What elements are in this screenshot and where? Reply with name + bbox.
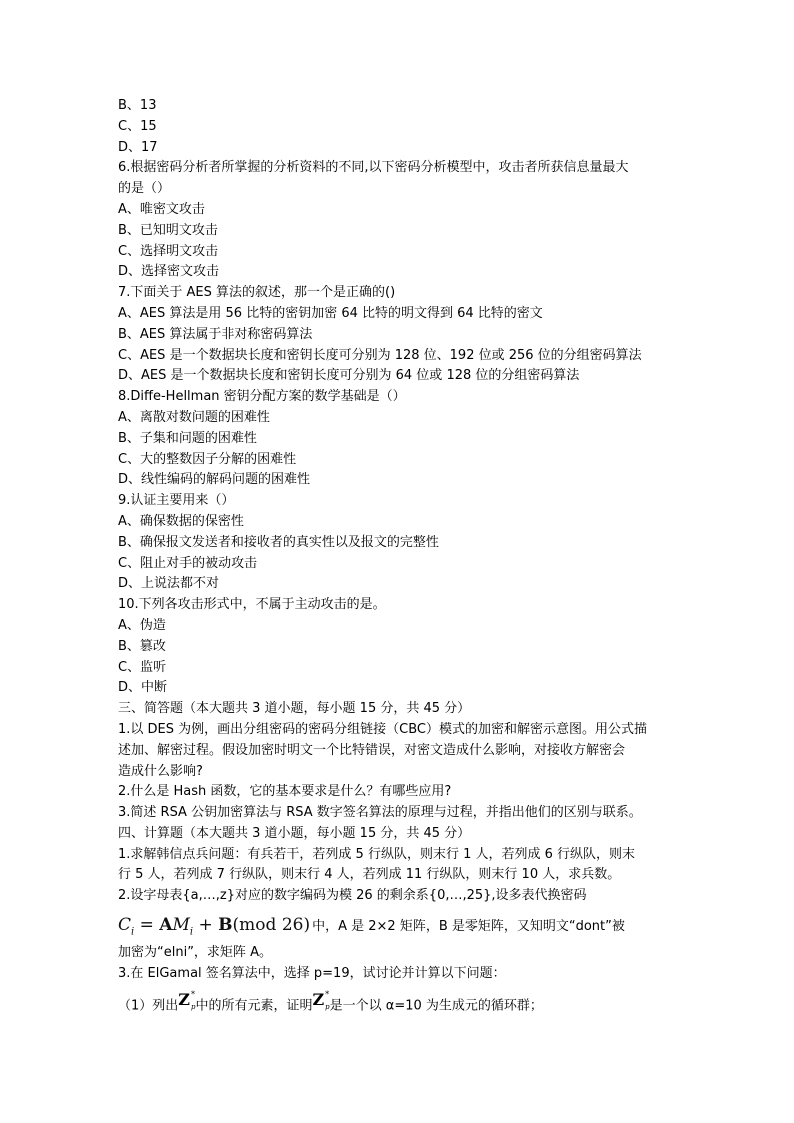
text-line: C、选择明文攻击 <box>118 243 219 259</box>
text-line: 的是（） <box>118 181 171 197</box>
last-line-middle: 中的所有元素，证明 <box>195 998 313 1014</box>
text-line: C、阻止对手的被动攻击 <box>118 555 258 571</box>
text-line: C、AES 是一个数据块长度和密钥长度可分别为 128 位、192 位或 256 位的分组密码算法 <box>118 347 642 363</box>
text-line: 四、计算题（本大题共 3 道小题，每小题 15 分，共 45 分） <box>118 825 471 841</box>
text-line: 3.在 ElGamal 签名算法中，选择 p=19，试讨论并计算以下问题： <box>118 966 506 982</box>
text-line: D、线性编码的解码问题的困难性 <box>118 472 311 488</box>
text-line: 2.什么是 Hash 函数，它的基本要求是什么？有哪些应用? <box>118 784 452 800</box>
zp-symbol: $Z^*_p$ <box>178 989 196 1012</box>
formula: $C_i = AM_i + B(mod$ 26) <box>118 915 311 938</box>
text-line: C、15 <box>118 118 157 134</box>
text-line: A、唯密文攻击 <box>118 201 205 217</box>
text-line: D、选择密文攻击 <box>118 264 220 280</box>
text-line: D、上说法都不对 <box>118 576 220 592</box>
text-line: 7.下面关于 AES 算法的叙述，那一个是正确的() <box>118 285 396 301</box>
document-page <box>118 96 678 1022</box>
zp-symbol: $Z^*_p$ <box>312 989 330 1012</box>
text-lines <box>118 96 678 907</box>
text-line: 9.认证主要用来（） <box>118 493 235 509</box>
text-line: 述加、解密过程。假设加密时明文一个比特错误，对密文造成什么影响，对接收方解密会 <box>118 742 626 758</box>
text-line: 1.以 DES 为例，画出分组密码的密码分组链接（CBC）模式的加密和解密示意图。用公式描 <box>118 721 647 737</box>
text-line: A、确保数据的保密性 <box>118 513 244 529</box>
text-line: B、篡改 <box>118 638 166 654</box>
text-line: A、AES 算法是用 56 比特的密钥加密 64 比特的明文得到 64 比特的密文 <box>118 305 543 321</box>
text-line: B、确保报文发送者和接收者的真实性以及报文的完整性 <box>118 534 439 550</box>
text-line: B、13 <box>118 98 157 113</box>
text-line: C、监听 <box>118 659 167 675</box>
text-line: D、AES 是一个数据块长度和密钥长度可分别为 64 位或 128 位的分组密码算法 <box>118 368 580 384</box>
text-line: 3.简述 RSA 公钥加密算法与 RSA 数字签名算法的原理与过程，并指出他们的区别与联系。 <box>118 805 642 821</box>
formula-suffix: 中，A 是 2×2 矩阵，B 是零矩阵，又知明文“dont”被 <box>312 919 625 935</box>
last-line-suffix: 是一个以 α=10 为生成元的循环群； <box>329 998 543 1014</box>
text-line: D、17 <box>118 139 158 155</box>
text-line: B、AES 算法属于非对称密码算法 <box>118 326 313 342</box>
text-line: A、离散对数问题的困难性 <box>118 409 270 425</box>
text-line: 1.求解韩信点兵问题：有兵若干，若列成 5 行纵队，则末行 1 人，若列成 6 行纵队，则末 <box>118 846 636 862</box>
text-line: 行 5 人，若列成 7 行纵队，则末行 4 人，若列成 11 行纵队，则末行 10 人，求兵数。 <box>118 867 621 883</box>
text-line: 10.下列各攻击形式中，不属于主动攻击的是。 <box>118 597 386 613</box>
text-line: B、已知明文攻击 <box>118 222 218 238</box>
text-line: C、大的整数因子分解的困难性 <box>118 451 297 467</box>
last-line <box>118 991 678 1022</box>
text-line: 6.根据密码分析者所掌握的分析资料的不同,以下密码分析模型中，攻击者所获信息量最大 <box>118 160 629 176</box>
last-line-prefix: （1）列出 <box>118 998 179 1014</box>
text-line: 2.设字母表{a,…,z}对应的数字编码为模 26 的剩余系{0,…,25},设多表代换密码 <box>118 888 587 904</box>
text-line: 造成什么影响? <box>118 763 203 779</box>
after-formula-lines <box>118 943 678 985</box>
text-line: A、伪造 <box>118 617 166 633</box>
text-line: 加密为“elni”，求矩阵 A。 <box>118 945 272 961</box>
text-line: 8.Diffe-Hellman 密钥分配方案的数学基础是（） <box>118 389 406 405</box>
formula-line <box>118 915 678 943</box>
text-line: B、子集和问题的困难性 <box>118 430 257 446</box>
text-line: 三、简答题（本大题共 3 道小题，每小题 15 分，共 45 分） <box>118 701 471 717</box>
text-line: D、中断 <box>118 680 168 696</box>
